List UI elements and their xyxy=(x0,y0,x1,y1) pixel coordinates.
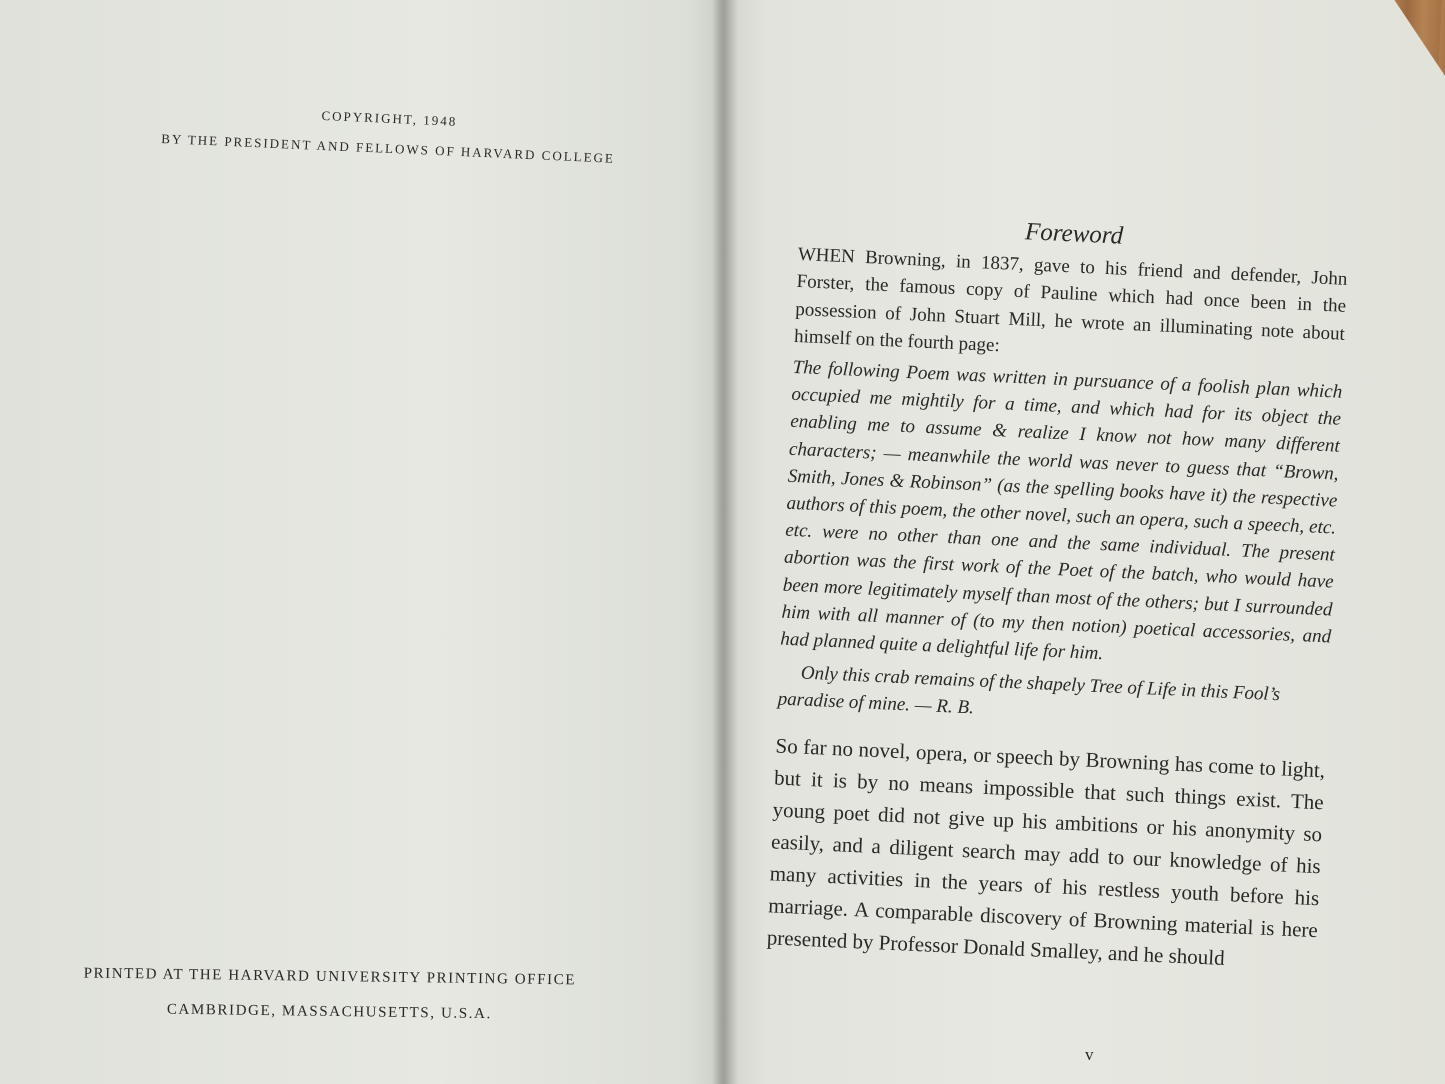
browning-quote-paragraph: The following Poem was written in pursuance of a foolish plan which occupied me mightily for a time, and which had for its object the enabling me to assume & realize I know not how many different characters; — meanwhile the world was never to guess that “Brown, Smith, Jones & Robinson” (as the spelling books have it) the respective authors of this poem, the other novel, such an opera, such a speech, etc. etc. were no other than one and the same individual. The present abortion was the first work of the Poet of the batch, who would have been more legitimately myself than most of the others; but I surrounded him with all manner of (to my then notion) poetical accessories, and had planned quite a delightful life for him. xyxy=(779,356,1343,665)
copyright-notice xyxy=(137,100,639,182)
browning-quote-signature: Only this crab remains of the shapely Tree of Life in this Fool’s paradise of mine. — R. B. xyxy=(777,662,1281,719)
foreword-text xyxy=(766,208,1349,978)
page-number: v xyxy=(1085,1045,1094,1064)
foreword-body-paragraph: So far no novel, opera, or speech by Browning has come to light, but it is by no means impossible that such things exist. The young poet did not give up his ambitions or his anonymity so easily, and a diligent search may add to our knowledge of his many activities in the years of his restless youth before his marriage. A comparable discovery of Browning material is here presented by Professor Donald Smalley, and he should xyxy=(766,733,1326,970)
printer-name: PRINTED AT THE HARVARD UNIVERSITY PRINTING OFFICE xyxy=(83,965,577,989)
copyright-year: COPYRIGHT, 1948 xyxy=(321,107,458,129)
printer-location: CAMBRIDGE, MASSACHUSETTS, U.S.A. xyxy=(166,1001,492,1023)
book-gutter-shadow xyxy=(712,0,738,1084)
foreword-title: Foreword xyxy=(1024,218,1124,250)
foreword-intro-paragraph: WHEN Browning, in 1837, gave to his friend and defender, John Forster, the famous copy of Pauline which had once been in the possession of John Stuart Mill, he wrote an illuminating note about himself on the fourth page: xyxy=(793,244,1348,357)
printer-imprint xyxy=(49,965,610,1043)
copyright-holder: BY THE PRESIDENT AND FELLOWS OF HARVARD COLLEGE xyxy=(161,130,616,166)
